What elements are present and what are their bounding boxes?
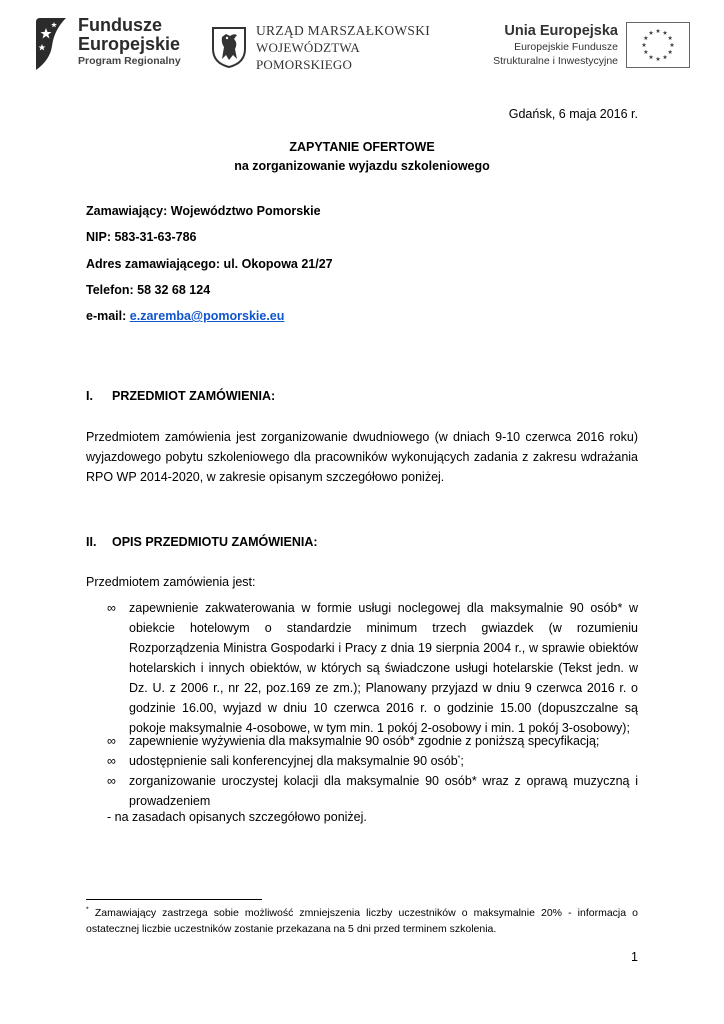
fundusze-europejskie-logo (34, 16, 184, 76)
document-date: Gdańsk, 6 maja 2016 r. (508, 107, 638, 121)
email-link[interactable]: e.zaremba@pomorskie.eu (129, 309, 285, 323)
eu-star-icon (668, 50, 673, 54)
section2-closing: - na zasadach opisanych szczegółowo poniżej. (107, 810, 367, 824)
list-item: zapewnienie zakwaterowania w formie usługi noclegowej dla maksymalnie 90 osób* w obiekcie hotelowym o standardzie minimum trzech gwiazdek (w rozumieniu Rozporządzenia Ministra Gospodarki i Pracy z dnia 19 sierpnia 2004 r., w sprawie obiektów hotelarskich i innych obiektów, w których są świadczone usługi hotelarskie (Tekst jedn. w Dz. U. z 2006 r., nr 22, poz.169 ze zm.); Planowany przyjazd w dniu 9 czerwca 2016 r. o godzinie 16.00, wyjazd w dniu 10 czerwca 2016 r. o godzinie 15.00 (dopuszczalne są pokoje maksymalnie 4-osobowe, w tym min. 1 pokój 2-osobowy i min. 1 pokój 3-osobowy); (129, 601, 638, 735)
zamawiajacy-line: Zamawiający: Województwo Pomorskie (86, 204, 321, 218)
footnote-text: Zamawiający zastrzega sobie możliwość zmniejszenia liczby uczestników o maksymalnie 20% - informacja o ostatecznej liczbie uczestników zostanie przekazana na 5 dni przed terminem szkolenia. (86, 907, 638, 935)
um-logo-line1: URZĄD MARSZAŁKOWSKI (256, 22, 431, 38)
section2-intro: Przedmiotem zamówienia jest: (86, 575, 256, 589)
document-title: ZAPYTANIE OFERTOWE (289, 140, 435, 154)
um-logo-line2: WOJEWÓDZTWA POMORSKIEGO (256, 39, 360, 72)
document-subtitle: na zorganizowanie wyjazdu szkoleniowego (234, 159, 490, 173)
eu-star-icon (644, 50, 649, 54)
section2-number: II. (86, 535, 97, 549)
page-number: 1 (631, 950, 638, 964)
stars-swoosh-logo-icon (34, 16, 70, 72)
ue-logo-line3: Strukturalne i Inwestycyjne (493, 55, 618, 67)
email-line (86, 306, 638, 326)
eu-star-icon (670, 43, 675, 47)
fe-logo-line1: Fundusze (78, 15, 162, 35)
footnote-marker: * (86, 906, 89, 914)
section1-number: I. (86, 389, 93, 403)
fe-logo-line3: Program Regionalny (78, 55, 181, 67)
list-item: zorganizowanie uroczystej kolacji dla maksymalnie 90 osób* wraz z oprawą muzyczną i prowadzeniem (129, 774, 638, 808)
list-bullet-icon: ∞ (107, 774, 116, 788)
eu-star-icon (644, 36, 649, 40)
eu-star-icon (656, 29, 661, 33)
telefon-line: Telefon: 58 32 68 124 (86, 283, 211, 297)
list-item (129, 751, 638, 771)
list-item: zapewnienie wyżywienia dla maksymalnie 90 osób* zgodnie z poniższą specyfikacją; (129, 734, 600, 748)
ue-logo-line2: Europejskie Fundusze (514, 41, 618, 53)
eu-star-icon (668, 36, 673, 40)
eu-flag-icon (626, 22, 690, 68)
eu-star-icon (656, 57, 661, 61)
fe-logo-line2: Europejskie (78, 34, 181, 54)
section1-heading: PRZEDMIOT ZAMÓWIENIA: (112, 389, 276, 403)
section2-heading: OPIS PRZEDMIOTU ZAMÓWIENIA: (112, 535, 318, 549)
nip-line: NIP: 583-31-63-786 (86, 230, 197, 244)
list-bullet-icon: ∞ (107, 754, 116, 768)
list-bullet-icon: ∞ (107, 734, 116, 748)
unia-europejska-logo (488, 22, 693, 74)
list-bullet-icon: ∞ (107, 601, 116, 615)
eu-star-icon (649, 55, 654, 59)
list-item-text: udostępnienie sali konferencyjnej dla maksymalnie 90 osób (129, 754, 458, 768)
eu-star-icon (649, 30, 654, 34)
ue-logo-line1: Unia Europejska (504, 23, 618, 39)
list-item-end: ; (460, 754, 464, 768)
urzad-marszalkowski-logo (210, 22, 450, 72)
footnote (86, 905, 638, 937)
eu-star-icon (663, 55, 668, 59)
adres-line: Adres zamawiającego: ul. Okopowa 21/27 (86, 257, 333, 271)
section1-paragraph: Przedmiotem zamówienia jest zorganizowanie dwudniowego (w dniach 9-10 czerwca 2016 roku) wyjazdowego pobytu szkoleniowego dla pracowników wykonujących zadania z zakresu wdrażania RPO WP 2014-2020, w zakresie opisanym szczegółowo poniżej. (86, 430, 638, 484)
footnote-divider (86, 899, 262, 900)
eu-star-icon (663, 30, 668, 34)
eu-star-icon (642, 43, 647, 47)
footnote-ref: * (457, 754, 461, 762)
email-label: e-mail: (86, 309, 127, 323)
griffin-crest-icon (210, 25, 248, 69)
